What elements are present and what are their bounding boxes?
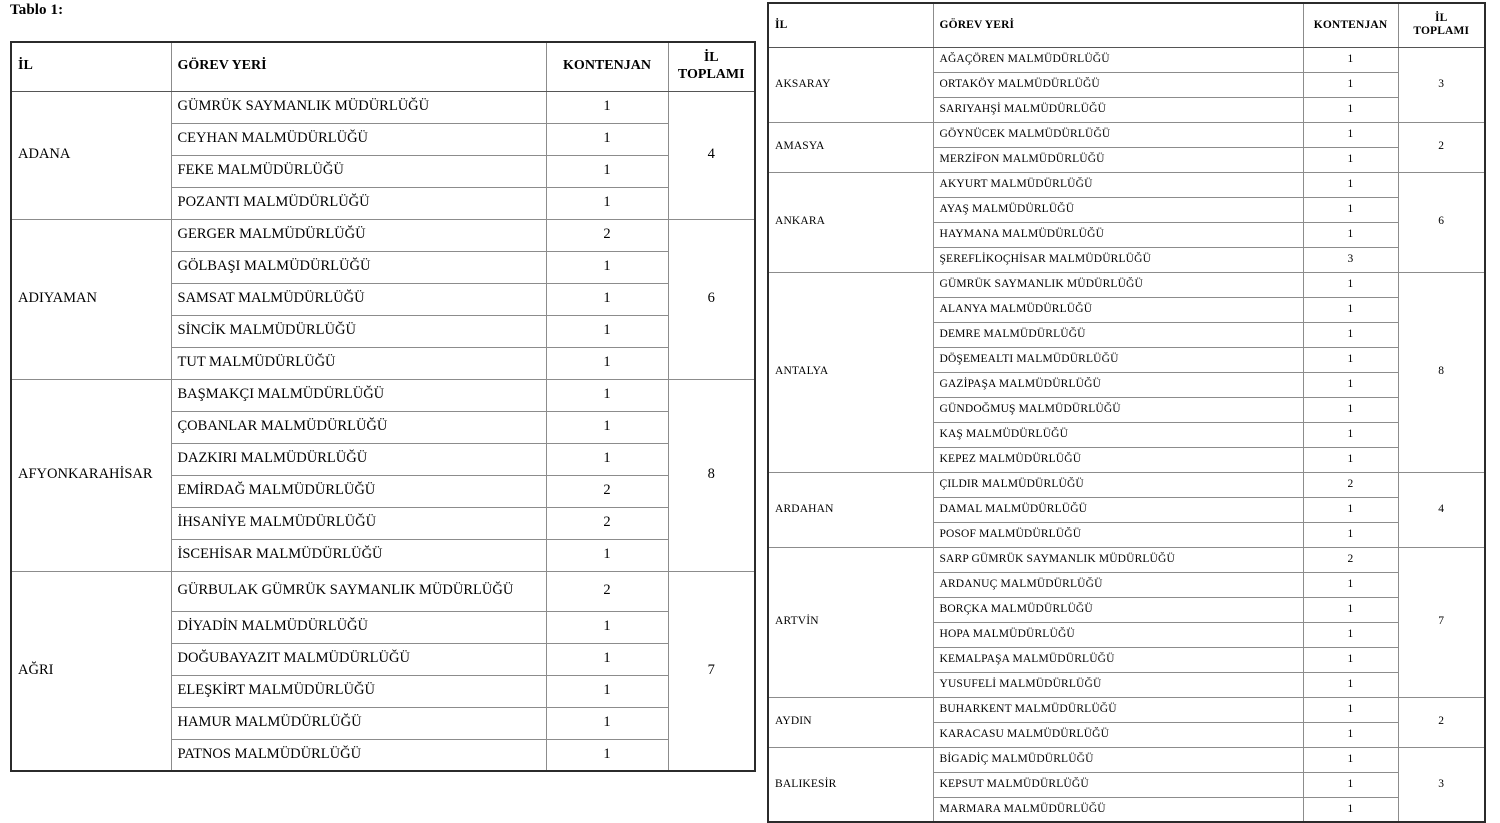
cell-kontenjan: 1 xyxy=(546,643,668,675)
cell-gorev-yeri: KAŞ MALMÜDÜRLÜĞÜ xyxy=(933,422,1303,447)
cell-gorev-yeri: TUT MALMÜDÜRLÜĞÜ xyxy=(171,347,546,379)
cell-il: ARDAHAN xyxy=(768,472,933,547)
cell-kontenjan: 1 xyxy=(1303,697,1398,722)
cell-kontenjan: 2 xyxy=(546,507,668,539)
cell-gorev-yeri: HOPA MALMÜDÜRLÜĞÜ xyxy=(933,622,1303,647)
cell-kontenjan: 1 xyxy=(1303,372,1398,397)
cell-kontenjan: 2 xyxy=(546,475,668,507)
cell-il: ANKARA xyxy=(768,172,933,272)
cell-kontenjan: 1 xyxy=(1303,722,1398,747)
cell-gorev-yeri: AĞAÇÖREN MALMÜDÜRLÜĞÜ xyxy=(933,47,1303,72)
quota-table-right xyxy=(767,2,1486,823)
cell-kontenjan: 1 xyxy=(1303,772,1398,797)
cell-gorev-yeri: ELEŞKİRT MALMÜDÜRLÜĞÜ xyxy=(171,675,546,707)
table-header-row xyxy=(768,3,1485,47)
cell-il-toplami: 8 xyxy=(668,379,755,571)
table-row xyxy=(768,122,1485,147)
cell-kontenjan: 1 xyxy=(1303,47,1398,72)
cell-il-toplami: 6 xyxy=(1398,172,1485,272)
cell-gorev-yeri: FEKE MALMÜDÜRLÜĞÜ xyxy=(171,155,546,187)
cell-il: AĞRI xyxy=(11,571,171,771)
table-row xyxy=(11,571,755,611)
cell-gorev-yeri: AKYURT MALMÜDÜRLÜĞÜ xyxy=(933,172,1303,197)
cell-kontenjan: 1 xyxy=(1303,672,1398,697)
cell-il-toplami: 2 xyxy=(1398,697,1485,747)
cell-kontenjan: 1 xyxy=(1303,172,1398,197)
cell-il: AFYONKARAHİSAR xyxy=(11,379,171,571)
cell-kontenjan: 1 xyxy=(546,707,668,739)
cell-gorev-yeri: DİYADİN MALMÜDÜRLÜĞÜ xyxy=(171,611,546,643)
cell-kontenjan: 1 xyxy=(1303,347,1398,372)
column-header-kontenjan: KONTENJAN xyxy=(546,42,668,91)
cell-gorev-yeri: BİGADİÇ MALMÜDÜRLÜĞÜ xyxy=(933,747,1303,772)
table-row xyxy=(768,547,1485,572)
cell-gorev-yeri: KARACASU MALMÜDÜRLÜĞÜ xyxy=(933,722,1303,747)
cell-gorev-yeri: POZANTI MALMÜDÜRLÜĞÜ xyxy=(171,187,546,219)
cell-kontenjan: 1 xyxy=(546,155,668,187)
cell-gorev-yeri: SİNCİK MALMÜDÜRLÜĞÜ xyxy=(171,315,546,347)
cell-kontenjan: 1 xyxy=(546,123,668,155)
cell-kontenjan: 2 xyxy=(1303,472,1398,497)
cell-kontenjan: 2 xyxy=(1303,547,1398,572)
cell-kontenjan: 1 xyxy=(546,443,668,475)
cell-kontenjan: 1 xyxy=(1303,522,1398,547)
cell-kontenjan: 1 xyxy=(546,315,668,347)
cell-il: AYDIN xyxy=(768,697,933,747)
cell-il: AMASYA xyxy=(768,122,933,172)
cell-gorev-yeri: MARMARA MALMÜDÜRLÜĞÜ xyxy=(933,797,1303,822)
cell-il-toplami: 7 xyxy=(1398,547,1485,697)
cell-gorev-yeri: GÜMRÜK SAYMANLIK MÜDÜRLÜĞÜ xyxy=(171,91,546,123)
table-row xyxy=(11,379,755,411)
cell-kontenjan: 1 xyxy=(546,411,668,443)
cell-kontenjan: 1 xyxy=(1303,447,1398,472)
cell-gorev-yeri: SARIYAHŞİ MALMÜDÜRLÜĞÜ xyxy=(933,97,1303,122)
cell-kontenjan: 1 xyxy=(1303,197,1398,222)
cell-kontenjan: 1 xyxy=(1303,97,1398,122)
table-row xyxy=(768,47,1485,72)
cell-kontenjan: 1 xyxy=(1303,272,1398,297)
cell-gorev-yeri: ŞEREFLİKOÇHİSAR MALMÜDÜRLÜĞÜ xyxy=(933,247,1303,272)
quota-table-left xyxy=(10,41,756,772)
cell-il-toplami: 3 xyxy=(1398,747,1485,822)
cell-il-toplami: 8 xyxy=(1398,272,1485,472)
table-header-row xyxy=(11,42,755,91)
cell-gorev-yeri: ÇILDIR MALMÜDÜRLÜĞÜ xyxy=(933,472,1303,497)
cell-gorev-yeri: GERGER MALMÜDÜRLÜĞÜ xyxy=(171,219,546,251)
cell-gorev-yeri: KEMALPAŞA MALMÜDÜRLÜĞÜ xyxy=(933,647,1303,672)
cell-kontenjan: 1 xyxy=(1303,647,1398,672)
cell-gorev-yeri: ÇOBANLAR MALMÜDÜRLÜĞÜ xyxy=(171,411,546,443)
cell-gorev-yeri: ARDANUÇ MALMÜDÜRLÜĞÜ xyxy=(933,572,1303,597)
cell-il: ADANA xyxy=(11,91,171,219)
cell-kontenjan: 1 xyxy=(1303,72,1398,97)
cell-kontenjan: 1 xyxy=(546,539,668,571)
table-right-body xyxy=(768,3,1485,822)
cell-gorev-yeri: ORTAKÖY MALMÜDÜRLÜĞÜ xyxy=(933,72,1303,97)
cell-kontenjan: 1 xyxy=(546,251,668,283)
cell-gorev-yeri: POSOF MALMÜDÜRLÜĞÜ xyxy=(933,522,1303,547)
cell-gorev-yeri: BORÇKA MALMÜDÜRLÜĞÜ xyxy=(933,597,1303,622)
cell-kontenjan: 1 xyxy=(546,187,668,219)
cell-il-toplami: 4 xyxy=(1398,472,1485,547)
cell-kontenjan: 1 xyxy=(546,283,668,315)
cell-kontenjan: 1 xyxy=(1303,222,1398,247)
table-row xyxy=(11,91,755,123)
table-row xyxy=(11,219,755,251)
cell-il-toplami: 7 xyxy=(668,571,755,771)
cell-gorev-yeri: ALANYA MALMÜDÜRLÜĞÜ xyxy=(933,297,1303,322)
column-header-il-toplami-line1: İL xyxy=(703,50,719,66)
cell-kontenjan: 1 xyxy=(1303,397,1398,422)
table-left-body xyxy=(11,42,755,771)
cell-gorev-yeri: HAMUR MALMÜDÜRLÜĞÜ xyxy=(171,707,546,739)
cell-kontenjan: 1 xyxy=(1303,572,1398,597)
cell-gorev-yeri: YUSUFELİ MALMÜDÜRLÜĞÜ xyxy=(933,672,1303,697)
table-caption: Tablo 1: xyxy=(10,2,64,18)
table-row xyxy=(768,472,1485,497)
cell-kontenjan: 1 xyxy=(1303,322,1398,347)
cell-gorev-yeri: AYAŞ MALMÜDÜRLÜĞÜ xyxy=(933,197,1303,222)
cell-il-toplami: 2 xyxy=(1398,122,1485,172)
cell-kontenjan: 1 xyxy=(1303,597,1398,622)
cell-kontenjan: 1 xyxy=(546,611,668,643)
cell-gorev-yeri: DOĞUBAYAZIT MALMÜDÜRLÜĞÜ xyxy=(171,643,546,675)
cell-gorev-yeri: CEYHAN MALMÜDÜRLÜĞÜ xyxy=(171,123,546,155)
cell-gorev-yeri: İSCEHİSAR MALMÜDÜRLÜĞÜ xyxy=(171,539,546,571)
cell-il-toplami: 6 xyxy=(668,219,755,379)
cell-gorev-yeri: DAZKIRI MALMÜDÜRLÜĞÜ xyxy=(171,443,546,475)
cell-gorev-yeri: GÖLBAŞI MALMÜDÜRLÜĞÜ xyxy=(171,251,546,283)
cell-il-toplami: 4 xyxy=(668,91,755,219)
cell-il-toplami: 3 xyxy=(1398,47,1485,122)
cell-gorev-yeri: PATNOS MALMÜDÜRLÜĞÜ xyxy=(171,739,546,771)
cell-gorev-yeri: GÖYNÜCEK MALMÜDÜRLÜĞÜ xyxy=(933,122,1303,147)
cell-il: AKSARAY xyxy=(768,47,933,122)
cell-il: ANTALYA xyxy=(768,272,933,472)
cell-gorev-yeri: GÜMRÜK SAYMANLIK MÜDÜRLÜĞÜ xyxy=(933,272,1303,297)
cell-gorev-yeri: BUHARKENT MALMÜDÜRLÜĞÜ xyxy=(933,697,1303,722)
cell-kontenjan: 2 xyxy=(546,219,668,251)
column-header-il-toplami-line2: TOPLAMI xyxy=(677,66,745,82)
cell-gorev-yeri: DEMRE MALMÜDÜRLÜĞÜ xyxy=(933,322,1303,347)
table-row xyxy=(768,172,1485,197)
cell-kontenjan: 1 xyxy=(546,675,668,707)
cell-kontenjan: 1 xyxy=(1303,122,1398,147)
cell-kontenjan: 1 xyxy=(1303,422,1398,447)
cell-kontenjan: 1 xyxy=(1303,747,1398,772)
cell-gorev-yeri: EMİRDAĞ MALMÜDÜRLÜĞÜ xyxy=(171,475,546,507)
cell-kontenjan: 1 xyxy=(1303,147,1398,172)
cell-gorev-yeri: GAZİPAŞA MALMÜDÜRLÜĞÜ xyxy=(933,372,1303,397)
cell-gorev-yeri: SAMSAT MALMÜDÜRLÜĞÜ xyxy=(171,283,546,315)
cell-kontenjan: 2 xyxy=(546,571,668,611)
cell-kontenjan: 1 xyxy=(1303,497,1398,522)
cell-il: ARTVİN xyxy=(768,547,933,697)
cell-gorev-yeri: KEPEZ MALMÜDÜRLÜĞÜ xyxy=(933,447,1303,472)
cell-kontenjan: 1 xyxy=(546,347,668,379)
column-header-il-toplami-line2: TOPLAMI xyxy=(1413,25,1470,38)
column-header-il-toplami-line1: İL xyxy=(1435,12,1448,25)
cell-gorev-yeri: GÜNDOĞMUŞ MALMÜDÜRLÜĞÜ xyxy=(933,397,1303,422)
column-header-il-toplami xyxy=(668,42,755,91)
table-row xyxy=(768,697,1485,722)
column-header-kontenjan: KONTENJAN xyxy=(1303,3,1398,47)
cell-gorev-yeri: SARP GÜMRÜK SAYMANLIK MÜDÜRLÜĞÜ xyxy=(933,547,1303,572)
cell-kontenjan: 1 xyxy=(546,379,668,411)
column-header-il: İL xyxy=(768,3,933,47)
cell-il: ADIYAMAN xyxy=(11,219,171,379)
cell-gorev-yeri: MERZİFON MALMÜDÜRLÜĞÜ xyxy=(933,147,1303,172)
cell-gorev-yeri: GÜRBULAK GÜMRÜK SAYMANLIK MÜDÜRLÜĞÜ xyxy=(171,571,546,611)
column-header-gorev-yeri: GÖREV YERİ xyxy=(933,3,1303,47)
cell-kontenjan: 1 xyxy=(546,91,668,123)
cell-kontenjan: 1 xyxy=(1303,297,1398,322)
cell-gorev-yeri: DÖŞEMEALTI MALMÜDÜRLÜĞÜ xyxy=(933,347,1303,372)
column-header-il-toplami xyxy=(1398,3,1485,47)
cell-kontenjan: 1 xyxy=(1303,622,1398,647)
column-header-il: İL xyxy=(11,42,171,91)
cell-gorev-yeri: BAŞMAKÇI MALMÜDÜRLÜĞÜ xyxy=(171,379,546,411)
column-header-gorev-yeri: GÖREV YERİ xyxy=(171,42,546,91)
cell-kontenjan: 1 xyxy=(1303,797,1398,822)
cell-gorev-yeri: İHSANİYE MALMÜDÜRLÜĞÜ xyxy=(171,507,546,539)
cell-il: BALIKESİR xyxy=(768,747,933,822)
cell-gorev-yeri: KEPSUT MALMÜDÜRLÜĞÜ xyxy=(933,772,1303,797)
cell-kontenjan: 3 xyxy=(1303,247,1398,272)
cell-gorev-yeri: HAYMANA MALMÜDÜRLÜĞÜ xyxy=(933,222,1303,247)
cell-gorev-yeri: DAMAL MALMÜDÜRLÜĞÜ xyxy=(933,497,1303,522)
cell-kontenjan: 1 xyxy=(546,739,668,771)
table-row xyxy=(768,747,1485,772)
table-row xyxy=(768,272,1485,297)
